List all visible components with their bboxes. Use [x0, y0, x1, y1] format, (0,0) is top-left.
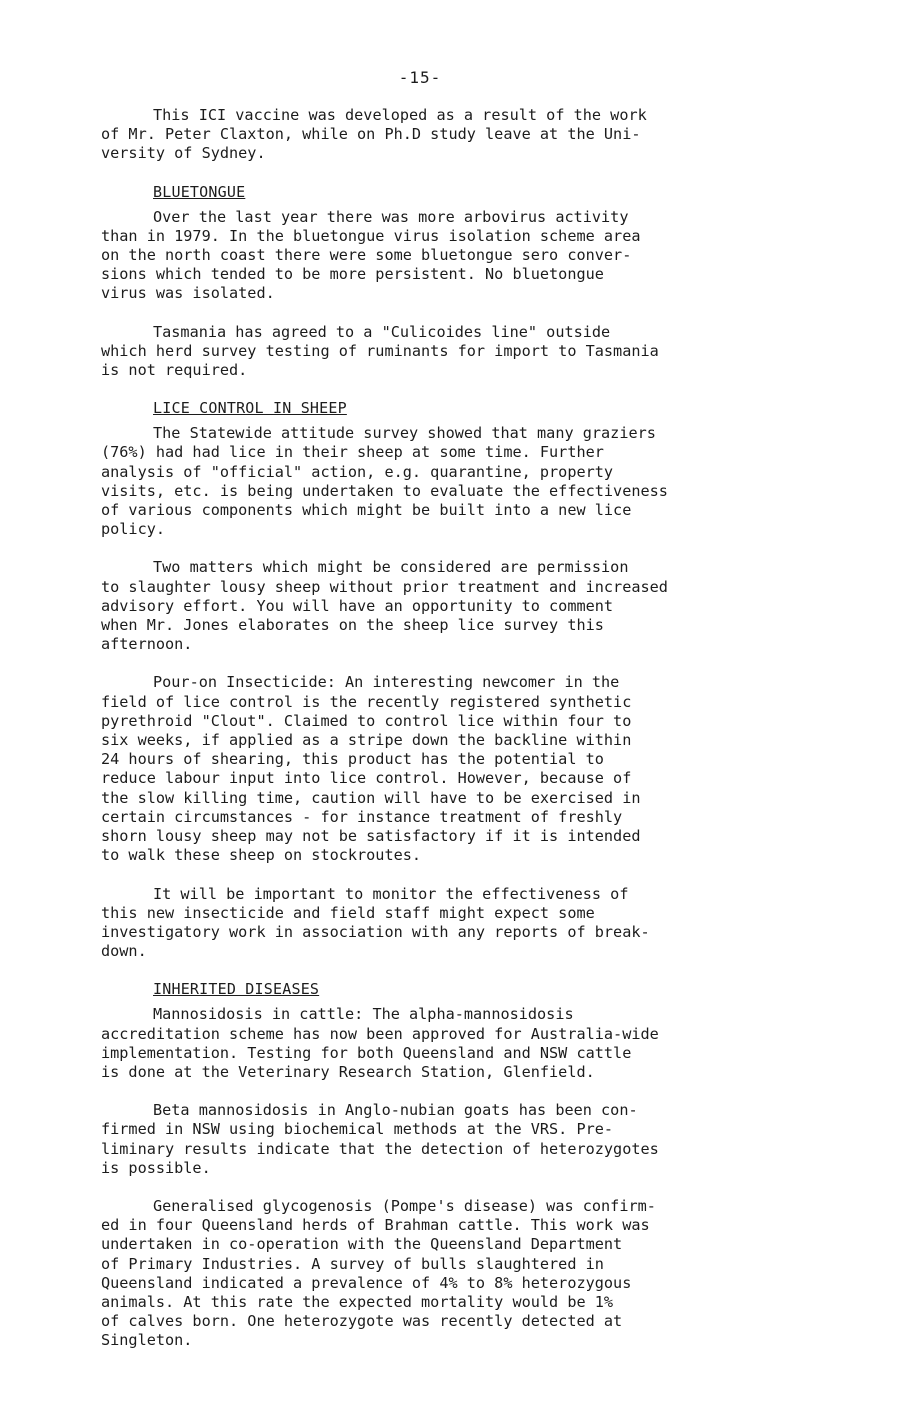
text-line: animals. At this rate the expected mortality would be 1% [101, 1292, 614, 1311]
text-line: ed in four Queensland herds of Brahman cattle. This work was [101, 1216, 650, 1235]
text-line: This ICI vaccine was developed as a result of the work [153, 106, 647, 124]
paragraph-glycogenosis [101, 1197, 781, 1351]
text-line: is possible. [101, 1158, 211, 1177]
text-line: when Mr. Jones elaborates on the sheep lice survey this [101, 616, 604, 635]
text-line: liminary results indicate that the detection of heterozygotes [101, 1139, 659, 1158]
paragraph-arbovirus [101, 208, 781, 304]
text-line: Mannosidosis in cattle: The alpha-mannosidosis [153, 1005, 574, 1024]
text-line: down. [101, 942, 147, 961]
text-line: Two matters which might be considered are permission [153, 558, 629, 577]
text-line: to slaughter lousy sheep without prior treatment and increased [101, 577, 668, 596]
text-line: of Mr. Peter Claxton, while on Ph.D study leave at the Uni- [101, 125, 641, 144]
text-line: Pour-on Insecticide: An interesting newcomer in the [153, 673, 620, 692]
text-line: versity of Sydney. [101, 144, 266, 163]
section-heading-bluetongue: BLUETONGUE [153, 182, 246, 201]
text-line: on the north coast there were some bluetongue sero conver- [101, 246, 632, 265]
text-line: firmed in NSW using biochemical methods at the VRS. Pre- [101, 1120, 614, 1139]
text-line: analysis of "official" action, e.g. quarantine, property [101, 462, 614, 481]
text-line: Singleton. [101, 1331, 193, 1350]
text-line: than in 1979. In the bluetongue virus isolation scheme area [101, 226, 641, 245]
text-line: Beta mannosidosis in Anglo-nubian goats has been con- [153, 1101, 638, 1120]
text-line: implementation. Testing for both Queensland and NSW cattle [101, 1043, 632, 1062]
text-line: is not required. [101, 361, 248, 380]
paragraph-tasmania [101, 323, 781, 381]
text-line: reduce labour input into lice control. However, because of [101, 769, 632, 788]
paragraph-two-matters [101, 558, 781, 654]
text-line: Generalised glycogenosis (Pompe's disease) was confirm- [153, 1196, 656, 1215]
text-line: (76%) had had lice in their sheep at some time. Further [101, 443, 604, 462]
text-line: The Statewide attitude survey showed that many graziers [153, 424, 656, 443]
text-line: of Primary Industries. A survey of bulls slaughtered in [101, 1254, 604, 1273]
text-line: of various components which might be built into a new lice [101, 501, 632, 520]
text-line: shorn lousy sheep may not be satisfactory if it is intended [101, 827, 641, 846]
page-number: -15- [398, 68, 442, 87]
text-line: this new insecticide and field staff might expect some [101, 903, 595, 922]
paragraph-mannosidosis [101, 1005, 781, 1082]
text-line: field of lice control is the recently registered synthetic [101, 692, 632, 711]
text-line: which herd survey testing of ruminants for import to Tasmania [101, 341, 659, 360]
paragraph-ici-vaccine [101, 106, 781, 164]
text-line: policy. [101, 520, 166, 539]
text-line: of calves born. One heterozygote was recently detected at [101, 1312, 623, 1331]
text-line: the slow killing time, caution will have to be exercised in [101, 788, 641, 807]
text-line: virus was isolated. [101, 284, 275, 303]
text-line: 24 hours of shearing, this product has the potential to [101, 750, 604, 769]
document-body [101, 106, 781, 1370]
text-line: It will be important to monitor the effectiveness of [153, 884, 629, 903]
text-line: undertaken in co-operation with the Queensland Department [101, 1235, 623, 1254]
text-line: Queensland indicated a prevalence of 4% to 8% heterozygous [101, 1273, 632, 1292]
paragraph-pour-on-insecticide [101, 673, 781, 865]
text-line: Tasmania has agreed to a "Culicoides line" outside [153, 322, 611, 341]
text-line: pyrethroid "Clout". Claimed to control lice within four to [101, 711, 632, 730]
text-line: six weeks, if applied as a stripe down the backline within [101, 731, 632, 750]
text-line: accreditation scheme has now been approved for Australia-wide [101, 1024, 659, 1043]
text-line: afternoon. [101, 635, 193, 654]
paragraph-attitude-survey [101, 424, 781, 539]
text-line: is done at the Veterinary Research Station, Glenfield. [101, 1062, 595, 1081]
paragraph-beta-mannosidosis [101, 1101, 781, 1178]
text-line: sions which tended to be more persistent. No bluetongue [101, 265, 604, 284]
text-line: certain circumstances - for instance treatment of freshly [101, 807, 623, 826]
text-line: advisory effort. You will have an opportunity to comment [101, 596, 614, 615]
text-line: to walk these sheep on stockroutes. [101, 846, 422, 865]
text-line: Over the last year there was more arbovirus activity [153, 207, 629, 226]
section-heading-lice-control: LICE CONTROL IN SHEEP [153, 399, 347, 418]
paragraph-monitor-effectiveness [101, 885, 781, 962]
text-line: investigatory work in association with any reports of break- [101, 922, 650, 941]
section-heading-inherited-diseases: INHERITED DISEASES [153, 980, 320, 999]
text-line: visits, etc. is being undertaken to evaluate the effectiveness [101, 481, 668, 500]
